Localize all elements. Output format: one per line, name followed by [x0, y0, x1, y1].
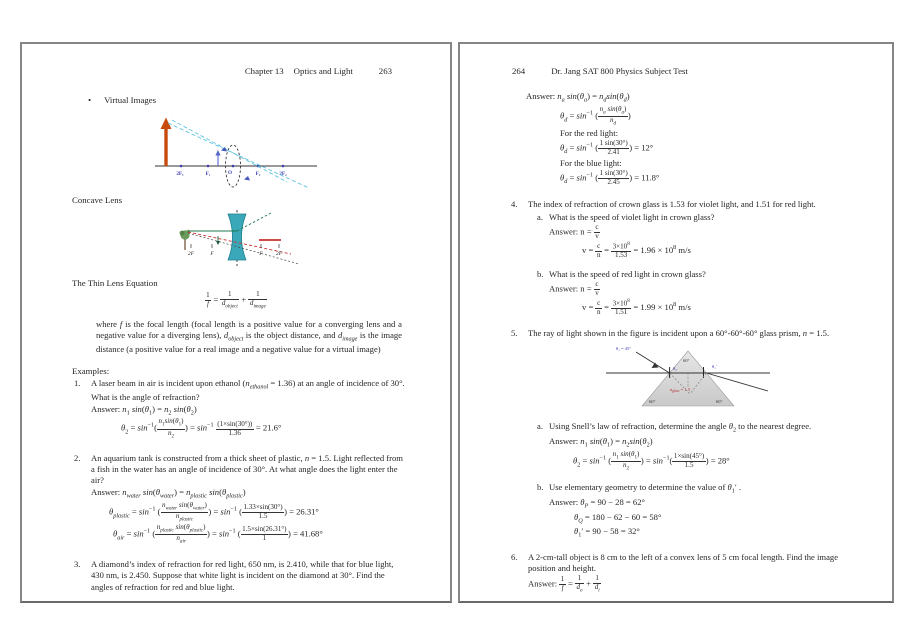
- item-number: 4.: [511, 198, 518, 209]
- question: What is the speed of violet light in crown glass?: [549, 212, 715, 223]
- problem-4-text: The index of refraction of crown glass is 1.53 for violet light, and 1.51 for red light.: [528, 198, 816, 209]
- example-3: [74, 559, 408, 593]
- problem-6-text: A 2-cm-tall object is 8 cm to the left of a convex lens of 5 cm focal length. Find the image position and height.: [528, 552, 839, 574]
- exit-angle-label: θ₁′: [712, 364, 717, 370]
- concave-lens-diagram: [171, 210, 301, 266]
- examples-list: [74, 378, 408, 593]
- item-number: 1.: [74, 377, 81, 388]
- problem-5a: [537, 421, 852, 472]
- svg-text:2F₁: 2F₁: [176, 171, 184, 177]
- right-page-header: [460, 44, 892, 76]
- answer-line: Answer: $n_1$ $\sin(\theta_1) = n_2\sin(\theta_2)$: [549, 436, 653, 449]
- formula-line: $\theta_{plastic} = \sin^{-1}$ ( $n_{water}$ $\sin(\theta_{water})$ $n_{plastic}$ ) = $\sin^{-1}$ ( $\frac{1.33\times\sin(30^\circ)}{1.5}$ ) = 26.31°: [109, 500, 319, 523]
- question: What is the speed of red light in crown glass?: [549, 269, 706, 280]
- question: Using Snell’s law of refraction, determine the angle $\theta_2$ to the nearest degree.: [549, 421, 812, 435]
- svg-text:F₂: F₂: [255, 171, 261, 177]
- problem-4b: [537, 269, 852, 317]
- item-number: 2.: [74, 452, 81, 463]
- svg-text:F: F: [259, 251, 263, 257]
- sub-letter: a.: [537, 421, 543, 432]
- chapter-title: Optics and Light: [293, 66, 353, 76]
- formula-line: v = $\frac{c}{n}$ = $\frac{3\times 10^8}{1.51}$ = $1.99 \times 10^8$ m/s: [582, 298, 691, 317]
- svg-text:O: O: [227, 170, 233, 176]
- prism-diagram: [600, 343, 780, 417]
- answer-line: Answer: n = $\frac{c}{v}$: [549, 223, 599, 241]
- thin-lens-explanation: where f is the focal length (focal length is a positive value for a converging lens and a negative value for a diverging lens), $d_{object}$ is the object distance, and $d_{image}$ is the image distance (a positive value for a real image and a negative value for a virtual image): [96, 318, 402, 355]
- formula-line: $\theta_Q = 180 - 62 - 60 = 58^\circ$: [574, 511, 662, 525]
- sub-letter: b.: [537, 269, 544, 280]
- object-arrow: [215, 150, 220, 166]
- incident-angle-label: θ₁ = 45°: [616, 346, 632, 352]
- left-page: [20, 42, 452, 603]
- formula-line: $\theta_d = \sin^{-1}$ ( $\frac{n_a \sin(\theta_a)}{n_d}$ ): [560, 104, 631, 127]
- problem-4a: [537, 212, 852, 260]
- answer-line: For the red light:: [560, 127, 618, 138]
- index-label: $n_{glass} = 1.5$: [670, 387, 691, 394]
- sub-letter: a.: [537, 212, 543, 223]
- svg-text:2F₂: 2F₂: [279, 171, 287, 177]
- example-2: [74, 453, 408, 546]
- item-number: 3.: [74, 559, 81, 570]
- theta2-label: θ₂: [673, 366, 677, 372]
- problem-4: [511, 199, 852, 317]
- problems-list: [511, 199, 852, 595]
- answer-line: Answer: $\theta_P = 90 - 28 = 62^\circ$: [549, 496, 645, 510]
- left-page-number: 263: [378, 66, 392, 76]
- answer-line: Answer: n = $\frac{c}{v}$: [549, 280, 599, 298]
- bullet-label: Virtual Images: [104, 95, 157, 105]
- formula-line: $\theta_1' = 90 - 58 = 32^\circ$: [574, 526, 640, 539]
- ray-arrowheads: [221, 147, 250, 181]
- examples-label: Examples:: [72, 365, 110, 376]
- problem-5b: [537, 482, 852, 540]
- virtual-images-bullet: [88, 95, 450, 105]
- answer-line: Answer: $n_{water}$ $\sin(\theta_{water}) = n_{plastic}$ $\sin(\theta_{plastic})$: [91, 487, 246, 500]
- problem-6: [511, 552, 852, 594]
- bottom-right-angle-label: 60°: [716, 399, 723, 405]
- book-title: Dr. Jang SAT 800 Physics Subject Test: [551, 66, 688, 76]
- problem-5: [511, 328, 852, 540]
- small-image-arrow: [216, 236, 220, 245]
- example-2-text: An aquarium tank is constructed from a thick sheet of plastic, n = 1.5. Light reflected from a fish in the water has an angle of incidence of 30°. At what angle does the light enter the air?: [91, 452, 403, 485]
- item-number: 6.: [511, 552, 518, 563]
- svg-text:F: F: [210, 251, 214, 257]
- chapter-label: Chapter 13: [244, 66, 284, 76]
- incident-ray: [636, 352, 670, 373]
- answer-line: Answer: $\frac{1}{f}$ = $\frac{1}{d_o}$ + $\frac{1}{d_i}$: [528, 574, 600, 594]
- svg-text:2F: 2F: [188, 251, 194, 257]
- answer-line: Answer: $n_a$ $\sin(\theta_a) = n_d\sin(\theta_d)$: [526, 91, 630, 104]
- biconcave-lens: [228, 214, 246, 260]
- question: Use elementary geometry to determine the value of $\theta_1'$ .: [549, 482, 742, 495]
- example-3-text: A diamond’s index of refraction for red light, 650 nm, is 2.410, while that for blue light, 430 nm, is 2.450. Suppose that white light is incident on the diamond at 30°. Find the angles of refraction for red and blue light.: [91, 559, 394, 592]
- formula-line: $\theta_2 = \sin^{-1}$( $\frac{n_1\sin(\theta_1)}{n_2}$ ) = $\sin^{-1}$ $\frac{(1\times\sin(30^\circ))}{1.36}$ = 21.6°: [121, 417, 282, 439]
- formula-line: $\theta_d = \sin^{-1}$ ( $\frac{1 \sin(30^\circ)}{2.45}$ ) = 11.8°: [560, 169, 660, 186]
- svg-text:F₁: F₁: [205, 171, 211, 177]
- item-number: 5.: [511, 328, 518, 339]
- left-page-header: [22, 44, 450, 76]
- example-1: [74, 378, 408, 440]
- concave-lens-label: Concave Lens: [72, 195, 123, 205]
- sub-letter: b.: [537, 482, 544, 493]
- svg-text:2F: 2F: [276, 251, 282, 257]
- virtual-image-arrow: [161, 118, 172, 167]
- right-page-number: 264: [512, 66, 526, 76]
- answer-line: For the blue light:: [560, 157, 622, 168]
- apex-angle-label: 60°: [683, 358, 690, 364]
- formula-line: $\theta_{air} = \sin^{-1}$ ( $n_{plastic}$ $\sin(\theta_{plastic})$ $n_{air}$ ) = $\sin^{-1}$ ( $\frac{1.5\times\sin(26.31^\circ)}{1}$ ) = 41.68°: [113, 523, 323, 545]
- answer-line: Answer: $n_1$ $\sin(\theta_1) = n_2$ $\sin(\theta_2)$: [91, 403, 197, 417]
- thin-lens-formula: $\frac{1}{f}$ = 1 $d_{object}$ + 1 $d_{image}$: [206, 290, 266, 310]
- converging-lens-diagram: [151, 114, 321, 194]
- formula-line: $\theta_d = \sin^{-1}$ ( $\frac{1 \sin(30^\circ)}{2.41}$ ) = 12°: [560, 139, 654, 156]
- problem-5-text: The ray of light shown in the figure is incident upon a 60°-60°-60° glass prism, n = 1.5.: [528, 328, 830, 339]
- right-page: [458, 42, 894, 603]
- bullet-dot-icon: •: [88, 95, 92, 105]
- bottom-left-angle-label: 60°: [649, 399, 656, 405]
- formula-line: $\theta_2 = \sin^{-1}$ ( $\frac{n_1 \sin(\theta_1)}{n_2}$ ) = $\sin^{-1}$( $\frac{1\times\sin(45^\circ)}{1.5}$ ) = 28°: [573, 449, 730, 472]
- example-1-text: A laser beam in air is incident upon ethanol $(n_{ethanol} = 1.36)$ at an angle of incidence of 30°. What is the angle of refraction?: [91, 377, 405, 402]
- thin-lens-label: The Thin Lens Equation: [72, 278, 158, 288]
- problem-3-answer-block: [526, 91, 852, 187]
- formula-line: v = $\frac{c}{n}$ = $\frac{3\times 10^8}{1.53}$ = $1.96 \times 10^8$ m/s: [582, 240, 691, 260]
- light-rays: [168, 120, 309, 188]
